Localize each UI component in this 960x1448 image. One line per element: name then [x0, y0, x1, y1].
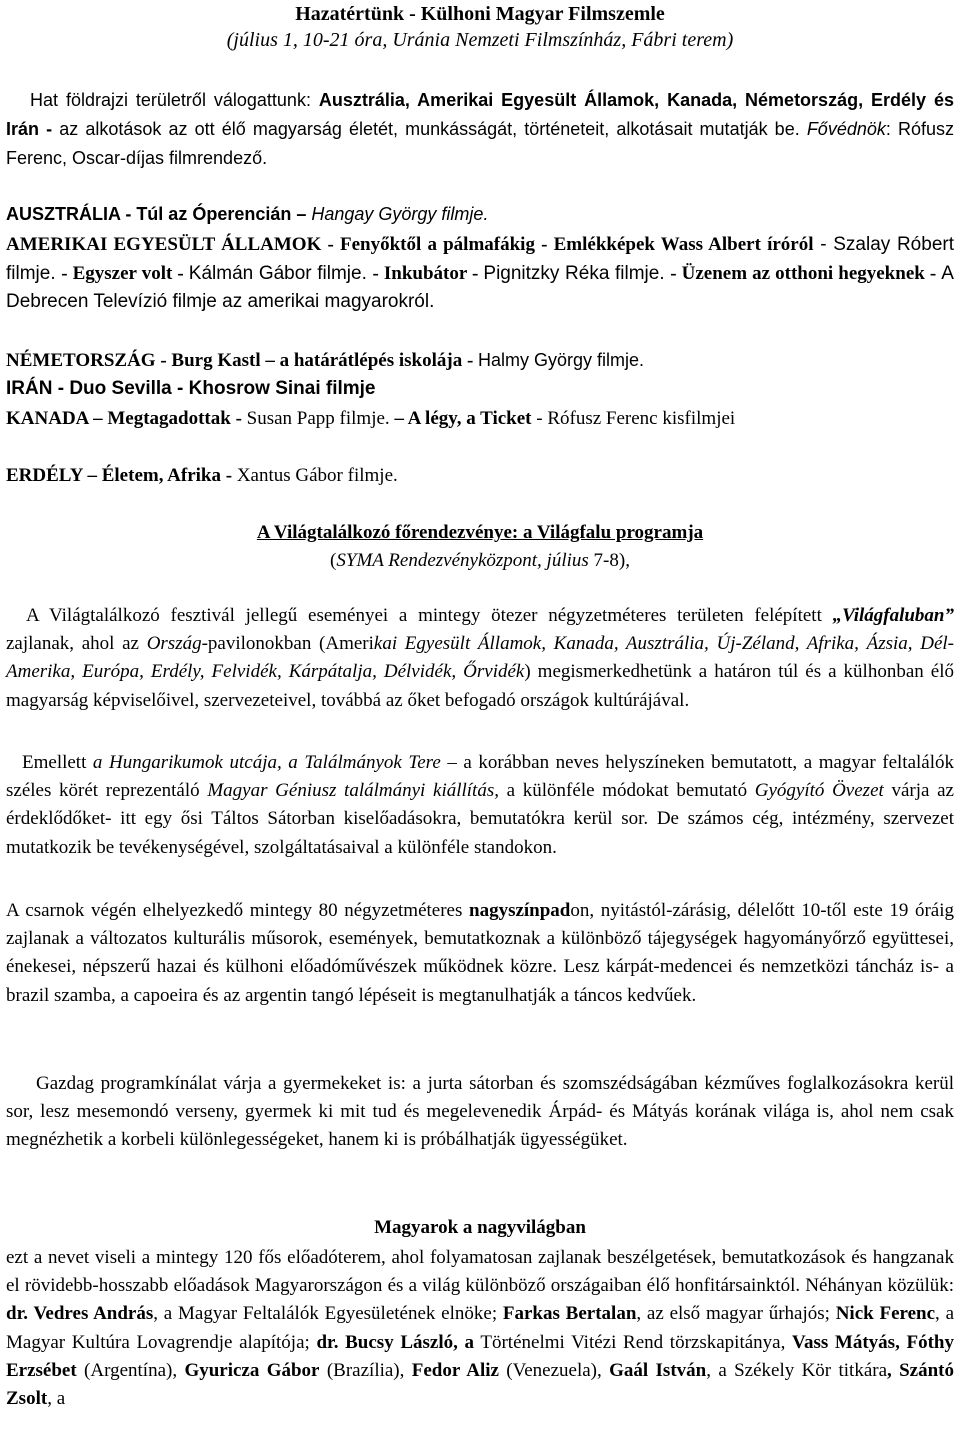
festival-intro: Hat földrajzi területről válogattunk: Ausztrália, Amerikai Egyesült Államok, Kanada, Németország, Erdély és Irán - az alkotások az ott élő magyarság életét, munkásságát, történeteit, alkotásait mutatják be. Fővédnök: Rófusz Ferenc, Oscar-díjas filmrendező.	[6, 90, 954, 168]
film-germany: NÉMETORSZÁG - Burg Kastl – a határátlépés iskolája - Halmy György filmje.	[6, 350, 645, 371]
villageworld-para-2: Emellett a Hungarikumok utcája, a Találmányok Tere – a korábban neves helyszíneken bemutatott, a magyar feltalálók széles körét reprezentáló Magyar Géniusz találmányi kiállítás, a különféle módokat bemutató Gyógyító Övezet várja az érdeklődőket- itt egy ősi Táltos Sátorban kiselőadásokra, bemutatókra kerül sor. De számos cég, intézmény, szervezet mutatkozik be tevékenységével, szolgáltatásaival a különféle standokon.	[6, 752, 954, 858]
film-usa: AMERIKAI EGYESÜLT ÁLLAMOK - Fenyőktől a pálmafákig - Emlékképek Wass Albert íróról - Szalay Róbert filmje. - Egyszer volt - Kálmán Gábor filmje. - Inkubátor - Pignitzky Réka filmje. - Üzenem az otthoni hegyeknek - A Debrecen Televízió filmje az amerikai magyarokról.	[6, 234, 954, 312]
film-iran: IRÁN - Duo Sevilla - Khosrow Sinai filmje	[6, 378, 376, 399]
festival-title: Hazatértünk - Külhoni Magyar Filmszemle	[295, 3, 665, 25]
villageworld-header	[6, 519, 954, 575]
villageworld-para-1: A Világtalálkozó fesztivál jellegű eseményei a mintegy ötezer négyzetméteres területen felépített „Világfaluban” zajlanak, ahol az Ország-pavilonokban (Amerikai Egyesült Államok, Kanada, Ausztrália, Új-Zéland, Afrika, Ázsia, Dél-Amerika, Európa, Erdély, Felvidék, Kárpátalja, Délvidék, Őrvidék) megismerkedhetünk a határon túl és a külhonban élő magyarság képviselőivel, szervezeteivel, továbbá az őket befogadó országok kultúrájával.	[6, 605, 954, 711]
hungarians-world-title: Magyarok a nagyvilágban	[374, 1217, 586, 1238]
hungarians-world-body: ezt a nevet viseli a mintegy 120 fős előadóterem, ahol folyamatosan zajlanak beszélgetések, bemutatkozások és hangzanak el rövidebb-hosszabb előadások Magyarországon és a világ különböző országaiban élő honfitársainktól. Néhányan közülük: dr. Vedres András, a Magyar Feltalálók Egyesületének elnöke; Farkas Bertalan, az első magyar űrhajós; Nick Ferenc, a Magyar Kultúra Lovagrendje alapítója; dr. Bucsy László, a Történelmi Vitézi Rend törzskapitánya, Vass Mátyás, Fóthy Erzsébet (Argentína), Gyuricza Gábor (Brazília), Fedor Aliz (Venezuela), Gaál István, a Székely Kör titkára, Szántó Zsolt, a	[6, 1247, 955, 1410]
festival-subtitle: (július 1, 10-21 óra, Uránia Nemzeti Filmszínház, Fábri terem)	[226, 29, 734, 51]
villageworld-title: A Világtalálkozó főrendezvénye: a Világfalu programja	[256, 522, 704, 543]
villageworld-para-4: Gazdag programkínálat várja a gyermekeket is: a jurta sátorban és szomszédságában kézműves foglalkozásokra kerül sor, lesz mesemondó verseny, gyermek ki mit tud és megelevenedik Árpád- és Mátyás korának világa is, ahol nem csak megnézhetik a korbeli különlegességeket, hanem ki is próbálhatják ügyességüket.	[6, 1073, 954, 1151]
villageworld-subtitle: (SYMA Rendezvényközpont, július 7-8),	[330, 550, 630, 571]
film-australia: AUSZTRÁLIA - Túl az Óperencián – Hangay György filmje.	[6, 204, 489, 224]
film-transylvania: ERDÉLY – Életem, Afrika - Xantus Gábor filmje.	[6, 465, 398, 486]
festival-section	[6, 0, 954, 54]
villageworld-para-3: A csarnok végén elhelyezkedő mintegy 80 négyzetméteres nagyszínpadon, nyitástól-zárásig, délelőtt 10-től este 19 óráig zajlanak a változatos kulturális műsorok, események, bemutatkoznak a különböző tájegységek hagyományőrző együttesei, énekesei, népszerű hazai és külhoni előadóművészek működnek közre. Lesz kárpát-medencei és nemzetközi táncház is- a brazil szamba, a capoeira és az argentin tangó lépéseit is megtanulhatják a táncos kedvűek.	[6, 900, 955, 1006]
film-canada: KANADA – Megtagadottak - Susan Papp filmje. – A légy, a Ticket - Rófusz Ferenc kisfilmjei	[6, 408, 736, 429]
